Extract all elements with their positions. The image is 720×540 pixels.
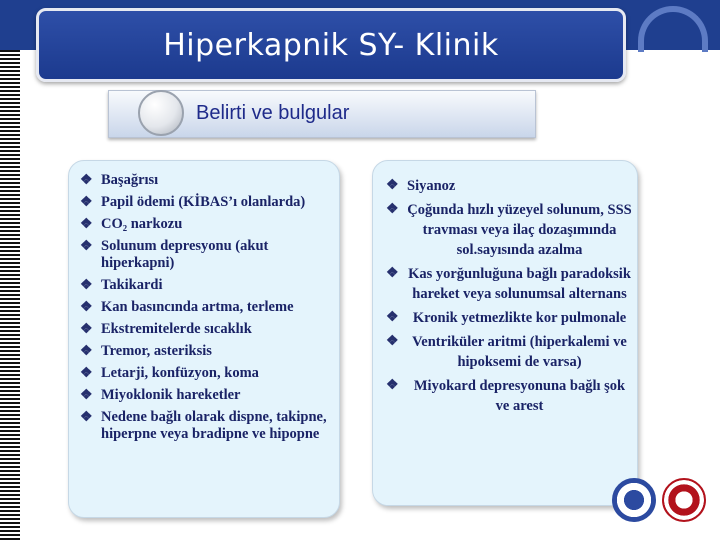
list-item: ❖ Miyokard depresyonuna bağlı şok ve arest — [386, 378, 626, 414]
list-item: ❖ Kas yorğunluğuna bağlı paradoksik hareket veya solunumsal alternans — [386, 266, 631, 302]
list-item: ❖ Ventriküler aritmi (hiperkalemi ve hipoksemi de varsa) — [386, 334, 627, 370]
diamond-bullet-icon: ❖ — [386, 202, 399, 217]
title-banner — [36, 8, 626, 82]
list-item: ❖ Ekstremitelerde sıcaklık — [80, 321, 252, 337]
list-item: ❖ Siyanoz — [386, 178, 456, 194]
diamond-bullet-icon: ❖ — [386, 266, 399, 281]
diamond-bullet-icon: ❖ — [80, 217, 93, 232]
right-list — [386, 176, 632, 420]
list-item: ❖ Kronik yetmezlikte kor pulmonale — [386, 310, 627, 326]
list-item: ❖ Solunum depresyonu (akut hiperkapni) — [80, 238, 269, 271]
diamond-bullet-icon: ❖ — [80, 300, 93, 315]
diamond-bullet-icon: ❖ — [80, 173, 93, 188]
slide-title: Hiperkapnik SY- Klinik — [163, 27, 499, 63]
diamond-bullet-icon: ❖ — [80, 344, 93, 359]
diamond-bullet-icon: ❖ — [80, 366, 93, 381]
list-item: ❖ Başağrısı — [80, 172, 159, 188]
list-item: ❖ Kan basıncında artma, terleme — [80, 299, 294, 315]
diamond-bullet-icon: ❖ — [386, 310, 399, 325]
diamond-bullet-icon: ❖ — [80, 278, 93, 293]
university-seal-logo — [612, 478, 656, 522]
list-item: ❖ Letarji, konfüzyon, koma — [80, 365, 259, 381]
left-list — [80, 172, 330, 448]
diamond-bullet-icon: ❖ — [80, 410, 93, 425]
diamond-bullet-icon: ❖ — [80, 195, 93, 210]
diamond-bullet-icon: ❖ — [386, 378, 399, 393]
list-item: ❖ Nedene bağlı olarak dispne, takipne, hiperpne veya bradipne ve hipopne — [80, 409, 327, 442]
diamond-bullet-icon: ❖ — [386, 178, 399, 193]
diamond-bullet-icon: ❖ — [80, 239, 93, 254]
faculty-seal-logo — [662, 478, 706, 522]
list-item: ❖ CO₂ narkozu — [80, 216, 183, 232]
diamond-bullet-icon: ❖ — [80, 322, 93, 337]
left-stripe-decoration — [0, 50, 20, 540]
list-item: ❖ Takikardi — [80, 277, 163, 293]
slide-subtitle: Belirti ve bulgular — [196, 102, 350, 124]
diamond-bullet-icon: ❖ — [386, 334, 399, 349]
subtitle-circle-icon — [138, 90, 184, 136]
list-item: ❖ Tremor, asteriksis — [80, 343, 212, 359]
diamond-bullet-icon: ❖ — [80, 388, 93, 403]
list-item: ❖ Çoğunda hızlı yüzeyel solunum, SSS travması veya ilaç dozaşımında sol.sayısında azalma — [386, 202, 632, 258]
list-item: ❖ Papil ödemi (KİBAS’ı olanlarda) — [80, 194, 306, 210]
list-item: ❖ Miyoklonik hareketler — [80, 387, 241, 403]
